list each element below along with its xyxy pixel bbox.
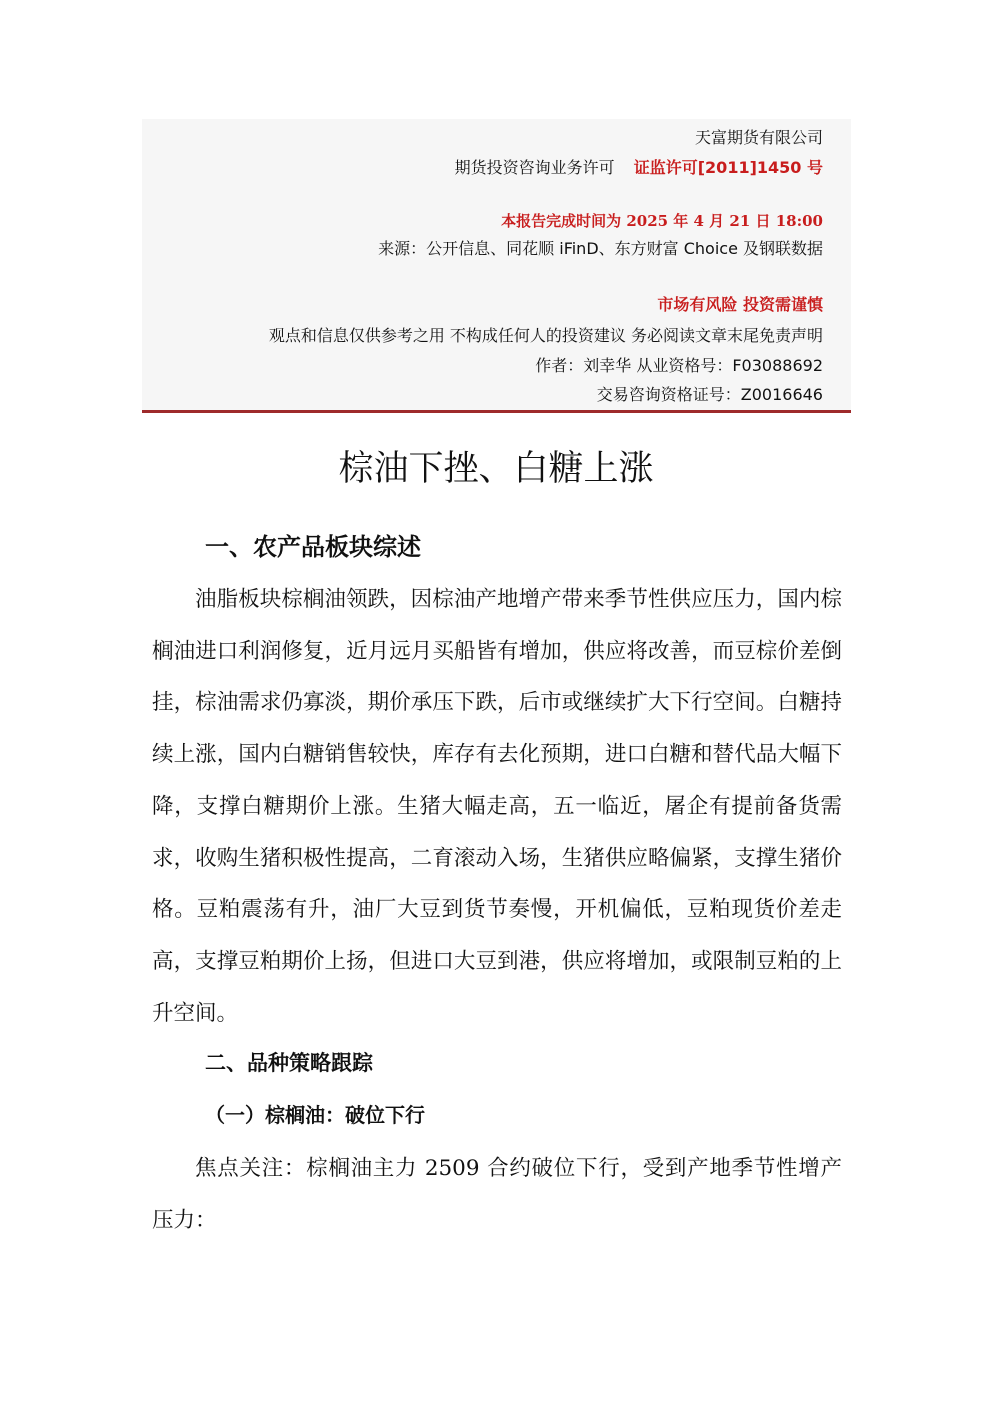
focus-paragraph: 焦点关注：棕榈油主力 2509 合约破位下行，受到产地季节性增产压力： (152, 1156, 842, 1233)
header-divider (142, 410, 851, 413)
document-title: 棕油下挫、白糖上涨 (338, 449, 654, 489)
disclaimer: 观点和信息仅供参考之用 不构成任何人的投资建议 务必阅读文章末尾免责声明 (268, 326, 823, 345)
section-heading-overview: 一、农产品板块综述 (205, 532, 421, 561)
company-name: 天富期货有限公司 (694, 128, 823, 147)
license-line (455, 158, 823, 178)
subsection-heading-palm-oil: （一）棕榈油：破位下行 (205, 1103, 425, 1127)
consult-cert: 交易咨询资格证号：Z0016646 (596, 385, 823, 404)
author-line: 作者：刘幸华 从业资格号：F03088692 (535, 356, 823, 375)
data-source: 来源：公开信息、同花顺 iFinD、东方财富 Choice 及钢联数据 (378, 239, 823, 258)
overview-paragraph: 油脂板块棕榈油领跌，因棕油产地增产带来季节性供应压力，国内棕榈油进口利润修复，近月远月买船皆有增加，供应将改善，而豆棕价差倒挂，棕油需求仍寡淡，期价承压下跌，后市或继续扩大下行空间。白糖持续上涨，国内白糖销售较快，库存有去化预期，进口白糖和替代品大幅下降，支撑白糖期价上涨。生猪大幅走高，五一临近，屠企有提前备货需求，收购生猪积极性提高，二育滚动入场，生猪供应略偏紧，支撑生猪价格。豆粕震荡有升，油厂大豆到货节奏慢，开机偏低，豆粕现货价差走高，支撑豆粕期价上扬，但进口大豆到港，供应将增加，或限制豆粕的上升空间。 (152, 587, 842, 1026)
license-label: 期货投资咨询业务许可 (454, 158, 615, 177)
risk-warning: 市场有风险 投资需谨慎 (657, 295, 823, 314)
license-number: 证监许可[2011]1450 号 (633, 158, 823, 177)
report-time: 本报告完成时间为 2025 年 4 月 21 日 18:00 (501, 212, 823, 230)
section-heading-strategy: 二、品种策略跟踪 (205, 1050, 373, 1075)
